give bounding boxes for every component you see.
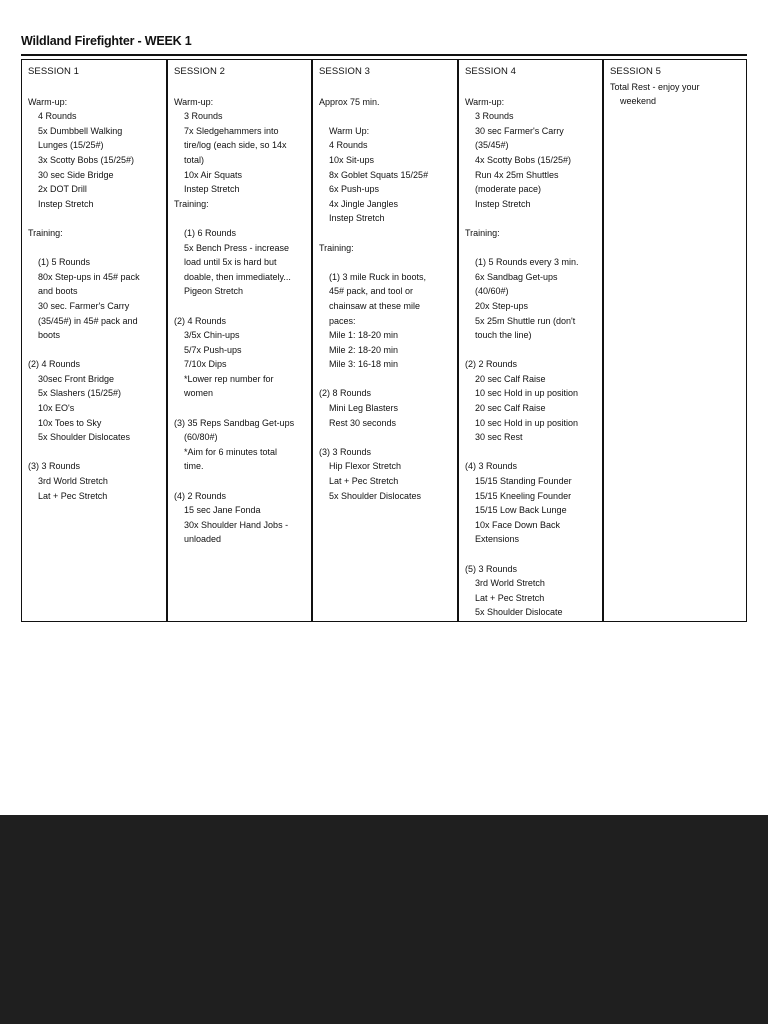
session-content [319,95,452,504]
blank-line [319,372,452,387]
session-line: (2) 4 Rounds [28,359,81,370]
session-line: *Aim for 6 minutes total [184,446,278,457]
session-line: Training: [28,227,63,238]
session-line: (40/60#) [475,286,509,297]
session-line: chainsaw at these mile [329,300,421,311]
session-line: 15/15 Low Back Lunge [475,505,567,516]
blank-line [319,430,452,445]
session-line: 15 sec Jane Fonda [184,505,261,516]
document-title: Wildland Firefighter - WEEK 1 [21,34,192,48]
viewer-background [0,815,768,1024]
session-line: and boots [38,286,78,297]
session-column-5 [604,60,746,621]
session-line: 5x Shoulder Dislocates [329,490,422,501]
blank-line [465,241,597,256]
session-line: total) [184,154,205,165]
blank-line [28,445,161,460]
session-line: (35/45#) in 45# pack and [38,315,138,326]
blank-line [174,299,306,314]
session-line: 20x Step-ups [475,300,529,311]
blank-line [28,343,161,358]
session-line: 2x DOT Drill [38,184,87,195]
session-line: boots [38,330,61,341]
session-line: Lunges (15/25#) [38,140,104,151]
week-schedule-table [21,59,747,622]
session-line: (60/80#) [184,432,218,443]
session-content [610,80,741,109]
session-line: Warm-up: [28,96,68,107]
session-line: Rest 30 seconds [329,417,397,428]
session-line: 10x EO's [38,403,75,414]
session-header: SESSION 4 [465,66,517,77]
session-line: Approx 75 min. [319,96,380,107]
session-line: 15/15 Kneeling Founder [475,490,572,501]
session-line: Total Rest - enjoy your [610,81,700,92]
session-content [465,95,597,620]
blank-line [28,241,161,256]
session-content [174,95,306,547]
session-line: 30 sec Side Bridge [38,169,114,180]
session-line: 20 sec Calf Raise [475,373,546,384]
blank-line [319,226,452,241]
session-line: 30sec Front Bridge [38,373,115,384]
session-line: 8x Goblet Squats 15/25# [329,169,429,180]
session-line: weekend [620,96,657,107]
session-line: 4 Rounds [329,140,368,151]
session-line: Instep Stretch [329,213,385,224]
session-line: Instep Stretch [475,198,531,209]
session-line: 10x Toes to Sky [38,417,102,428]
session-line: women [184,388,214,399]
session-line: 3 Rounds [184,111,223,122]
session-line: (3) 35 Reps Sandbag Get-ups [174,417,295,428]
session-line: Run 4x 25m Shuttles [475,169,559,180]
session-line: 5/7x Push-ups [184,344,242,355]
session-line: 10x Sit-ups [329,154,375,165]
session-line: 5x Dumbbell Walking [38,125,123,136]
session-line: Warm-up: [465,96,505,107]
session-line: 80x Step-ups in 45# pack [38,271,140,282]
session-line: doable, then immediately... [184,271,291,282]
blank-line [174,401,306,416]
blank-line [465,445,597,460]
session-header: SESSION 3 [319,66,371,77]
session-column-4 [459,60,604,621]
session-line: 3rd World Stretch [475,578,545,589]
session-line: (1) 5 Rounds [38,257,91,268]
session-line: load until 5x is hard but [184,257,277,268]
session-line: (moderate pace) [475,184,542,195]
session-line: Training: [174,198,209,209]
session-line: 10 sec Hold in up position [475,417,579,428]
session-line: 10x Air Squats [184,169,243,180]
session-line: (4) 3 Rounds [465,461,518,472]
session-line: (5) 3 Rounds [465,563,518,574]
session-line: Mile 3: 16-18 min [329,359,399,370]
session-line: Extensions [475,534,520,545]
session-line: Training: [465,227,500,238]
session-line: tire/log (each side, so 14x [184,140,287,151]
session-line: (1) 5 Rounds every 3 min. [475,257,579,268]
session-line: (2) 8 Rounds [319,388,372,399]
session-line: Pigeon Stretch [184,286,244,297]
session-line: unloaded [184,534,222,545]
session-line: (1) 3 mile Ruck in boots, [329,271,427,282]
session-column-3 [313,60,459,621]
title-underline [21,54,747,56]
session-line: 15/15 Standing Founder [475,476,572,487]
session-line: 4x Scotty Bobs (15/25#) [475,154,572,165]
session-line: Warm Up: [329,125,370,136]
session-line: (35/45#) [475,140,509,151]
session-line: 3/5x Chin-ups [184,330,240,341]
session-line: (3) 3 Rounds [28,461,81,472]
session-line: 5x Slashers (15/25#) [38,388,122,399]
session-line: (4) 2 Rounds [174,490,227,501]
session-column-2 [168,60,313,621]
session-line: 4 Rounds [38,111,77,122]
blank-line [319,109,452,124]
session-line: Mile 1: 18-20 min [329,330,399,341]
session-line: 5x Shoulder Dislocates [38,432,131,443]
session-line: *Lower rep number for [184,373,274,384]
session-line: 4x Jingle Jangles [329,198,399,209]
session-line: 6x Sandbag Get-ups [475,271,558,282]
session-line: 30 sec Rest [475,432,523,443]
session-line: (1) 6 Rounds [184,227,237,238]
session-line: touch the line) [475,330,532,341]
session-line: 5x Bench Press - increase [184,242,290,253]
blank-line [174,211,306,226]
blank-line [28,211,161,226]
session-line: (3) 3 Rounds [319,446,372,457]
session-line: Mile 2: 18-20 min [329,344,399,355]
blank-line [465,211,597,226]
session-line: Hip Flexor Stretch [329,461,402,472]
session-column-1 [22,60,168,621]
session-header: SESSION 2 [174,66,226,77]
session-line: time. [184,461,204,472]
session-header: SESSION 1 [28,66,80,77]
session-line: 3 Rounds [475,111,514,122]
session-line: 30 sec. Farmer's Carry [38,300,130,311]
session-line: 10x Face Down Back [475,519,561,530]
session-line: 5x 25m Shuttle run (don't [475,315,576,326]
session-line: 3rd World Stretch [38,476,108,487]
session-line: Mini Leg Blasters [329,403,399,414]
session-line: (2) 4 Rounds [174,315,227,326]
session-line: Instep Stretch [184,184,240,195]
session-line: 6x Push-ups [329,184,380,195]
session-line: 30x Shoulder Hand Jobs - [184,519,289,530]
session-line: Instep Stretch [38,198,94,209]
session-line: 45# pack, and tool or [329,286,414,297]
blank-line [465,547,597,562]
session-line: (2) 2 Rounds [465,359,518,370]
session-line: Warm-up: [174,96,214,107]
session-line: Lat + Pec Stretch [475,592,545,603]
session-content [28,95,161,504]
session-line: Lat + Pec Stretch [329,476,399,487]
session-line: paces: [329,315,356,326]
blank-line [465,343,597,358]
session-header: SESSION 5 [610,66,662,77]
session-line: 30 sec Farmer's Carry [475,125,564,136]
session-line: Lat + Pec Stretch [38,490,108,501]
session-line: 20 sec Calf Raise [475,403,546,414]
blank-line [319,255,452,270]
session-line: Training: [319,242,354,253]
blank-line [174,474,306,489]
session-line: 7x Sledgehammers into [184,125,279,136]
session-line: 7/10x Dips [184,359,227,370]
session-line: 10 sec Hold in up position [475,388,579,399]
session-line: 5x Shoulder Dislocate [475,607,563,618]
session-line: 3x Scotty Bobs (15/25#) [38,154,135,165]
